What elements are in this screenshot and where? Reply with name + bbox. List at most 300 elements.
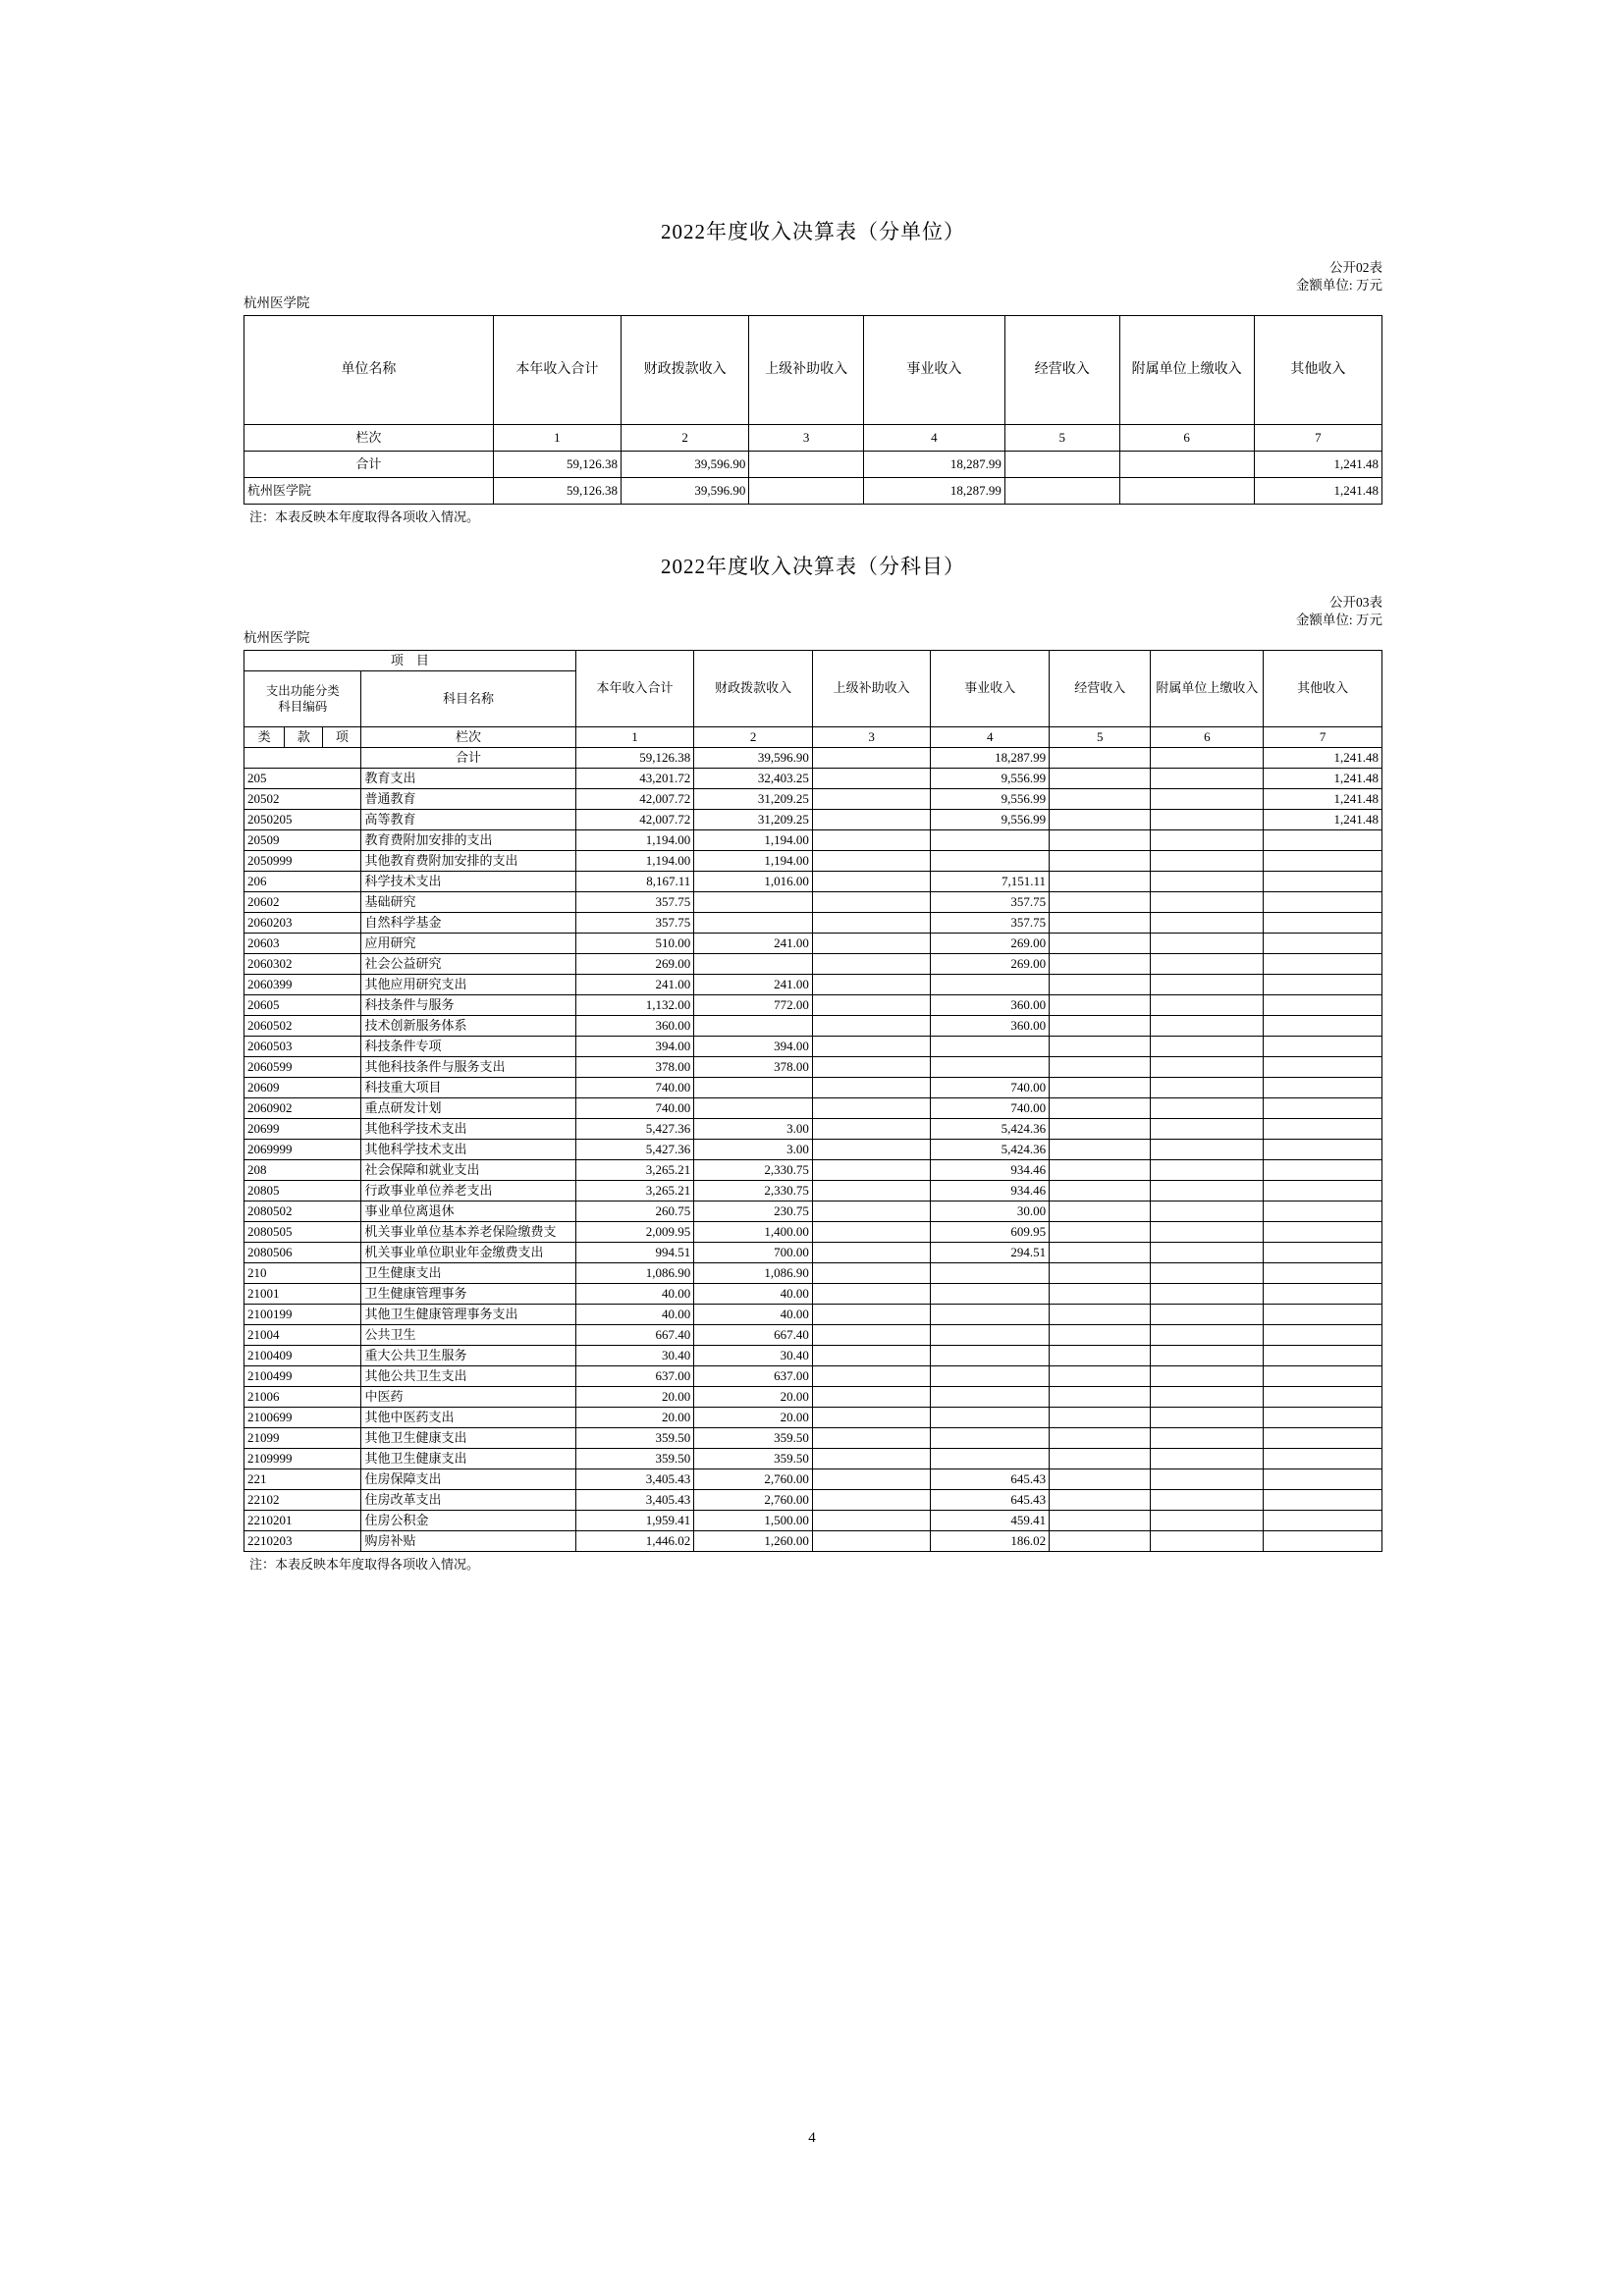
cell-operating: 269.00 <box>931 933 1050 953</box>
cell-subordinate <box>1151 974 1264 994</box>
cell-operating <box>931 1324 1050 1345</box>
cell-subordinate <box>1151 1448 1264 1468</box>
cell-subject-code: 2100499 <box>244 1365 361 1386</box>
cell-business <box>1050 1077 1151 1097</box>
cell-superior <box>812 1201 931 1221</box>
cell-other <box>1264 1407 1382 1427</box>
cell-superior <box>812 1427 931 1448</box>
cell-subject-code: 21001 <box>244 1283 361 1304</box>
cell-total: 42,007.72 <box>575 788 694 809</box>
cell-total: 269.00 <box>575 953 694 974</box>
column-index-7: 7 <box>1254 424 1381 451</box>
header-fiscal-appropriation: 财政拨款收入 <box>622 315 749 424</box>
cell-superior <box>812 1448 931 1468</box>
cell-total: 3,265.21 <box>575 1159 694 1180</box>
table-row <box>244 1365 1382 1386</box>
cell-business <box>1050 994 1151 1015</box>
row-label: 杭州医学院 <box>244 477 494 504</box>
cell-operating <box>931 1427 1050 1448</box>
cell-subordinate <box>1151 1489 1264 1510</box>
cell-total: 40.00 <box>575 1304 694 1324</box>
table-row <box>244 933 1382 953</box>
cell-subject-name: 科技条件专项 <box>361 1036 575 1056</box>
cell-fiscal: 1,400.00 <box>694 1221 813 1242</box>
cell-subordinate <box>1151 1530 1264 1551</box>
cell-other <box>1264 1324 1382 1345</box>
cell-subject-name: 科学技术支出 <box>361 871 575 891</box>
cell-total: 59,126.38 <box>493 451 621 477</box>
cell-other <box>1264 1221 1382 1242</box>
cell-subordinate <box>1151 891 1264 912</box>
cell-other <box>1264 1345 1382 1365</box>
cell-business <box>1050 1427 1151 1448</box>
cell-fiscal: 39,596.90 <box>622 477 749 504</box>
cell-other <box>1264 994 1382 1015</box>
cell-other: 1,241.48 <box>1264 788 1382 809</box>
cell-total: 1,446.02 <box>575 1530 694 1551</box>
cell-subject-code: 2100199 <box>244 1304 361 1324</box>
table-row <box>244 994 1382 1015</box>
cell-operating: 357.75 <box>931 891 1050 912</box>
cell-subject-code: 2060502 <box>244 1015 361 1036</box>
header-total-income: 本年收入合计 <box>575 650 694 726</box>
cell-other <box>1264 1242 1382 1262</box>
cell-total: 357.75 <box>575 891 694 912</box>
cell-subject-name: 卫生健康管理事务 <box>361 1283 575 1304</box>
cell-superior <box>812 850 931 871</box>
cell-superior <box>812 1365 931 1386</box>
cell-fiscal: 20.00 <box>694 1386 813 1407</box>
cell-other <box>1264 1304 1382 1324</box>
cell-subject-name: 中医药 <box>361 1386 575 1407</box>
cell-other <box>1264 1283 1382 1304</box>
cell-total: 510.00 <box>575 933 694 953</box>
cell-operating: 5,424.36 <box>931 1139 1050 1159</box>
header-total-income: 本年收入合计 <box>493 315 621 424</box>
cell-total: 1,086.90 <box>575 1262 694 1283</box>
cell-total: 394.00 <box>575 1036 694 1056</box>
cell-total: 1,132.00 <box>575 994 694 1015</box>
cell-subject-name: 应用研究 <box>361 933 575 953</box>
header-business-income: 经营收入 <box>1050 650 1151 726</box>
table2-body <box>244 747 1382 1551</box>
cell-other <box>1264 871 1382 891</box>
cell-subject-code: 2050205 <box>244 809 361 829</box>
cell-subordinate <box>1151 1324 1264 1345</box>
cell-total: 378.00 <box>575 1056 694 1077</box>
table-row <box>244 451 1382 477</box>
cell-subject-name: 其他教育费附加安排的支出 <box>361 850 575 871</box>
cell-subject-name: 教育支出 <box>361 768 575 788</box>
cell-subordinate <box>1151 1221 1264 1242</box>
cell-other <box>1264 974 1382 994</box>
cell-fiscal: 378.00 <box>694 1056 813 1077</box>
table-row <box>244 809 1382 829</box>
cell-subordinate <box>1151 1468 1264 1489</box>
cell-subject-name: 科技条件与服务 <box>361 994 575 1015</box>
cell-business <box>1050 1304 1151 1324</box>
cell-superior <box>812 1407 931 1427</box>
cell-subordinate <box>1151 912 1264 933</box>
cell-other <box>1264 829 1382 850</box>
cell-business <box>1050 871 1151 891</box>
table-row <box>244 788 1382 809</box>
cell-superior <box>812 1345 931 1365</box>
cell-fiscal: 1,194.00 <box>694 850 813 871</box>
cell-subject-code: 2060599 <box>244 1056 361 1077</box>
income-by-unit-table <box>244 315 1382 505</box>
cell-fiscal: 667.40 <box>694 1324 813 1345</box>
cell-other <box>1264 912 1382 933</box>
cell-subject-code: 2080506 <box>244 1242 361 1262</box>
cell-business <box>1050 1365 1151 1386</box>
cell-business <box>1050 809 1151 829</box>
header-unit-name: 单位名称 <box>244 315 494 424</box>
table-row <box>244 1304 1382 1324</box>
column-index-5: 5 <box>1004 424 1119 451</box>
cell-business <box>1050 1324 1151 1345</box>
cell-fiscal: 1,016.00 <box>694 871 813 891</box>
cell-business <box>1050 1283 1151 1304</box>
table-row <box>244 1201 1382 1221</box>
cell-subordinate <box>1151 1427 1264 1448</box>
cell-subject-name: 住房保障支出 <box>361 1468 575 1489</box>
cell-other <box>1264 1468 1382 1489</box>
cell-operating: 9,556.99 <box>931 768 1050 788</box>
header-item: 项 <box>323 726 361 747</box>
cell-other <box>1264 1180 1382 1201</box>
table-row <box>244 1077 1382 1097</box>
cell-operating: 740.00 <box>931 1097 1050 1118</box>
table-row <box>244 871 1382 891</box>
cell-business <box>1050 1345 1151 1365</box>
cell-fiscal: 2,330.75 <box>694 1159 813 1180</box>
cell-subject-name: 普通教育 <box>361 788 575 809</box>
table-row <box>244 850 1382 871</box>
cell-operating <box>931 1304 1050 1324</box>
cell-fiscal: 772.00 <box>694 994 813 1015</box>
cell-superior <box>812 1097 931 1118</box>
cell-subordinate <box>1151 1056 1264 1077</box>
cell-other <box>1264 1015 1382 1036</box>
cell-subject-code: 21006 <box>244 1386 361 1407</box>
cell-subject-name: 住房公积金 <box>361 1510 575 1530</box>
column-index-4: 4 <box>863 424 1004 451</box>
cell-subject-name: 其他公共卫生支出 <box>361 1365 575 1386</box>
cell-subject-code: 2080502 <box>244 1201 361 1221</box>
cell-business <box>1050 953 1151 974</box>
table-row <box>244 1283 1382 1304</box>
cell-subject-name: 其他卫生健康管理事务支出 <box>361 1304 575 1324</box>
cell-fiscal: 1,086.90 <box>694 1262 813 1283</box>
cell-subject-code: 2060902 <box>244 1097 361 1118</box>
cell-total: 1,959.41 <box>575 1510 694 1530</box>
cell-operating: 934.46 <box>931 1180 1050 1201</box>
cell-subordinate <box>1151 1407 1264 1427</box>
cell-operating <box>931 1283 1050 1304</box>
cell-total: 20.00 <box>575 1407 694 1427</box>
cell-subject-name: 技术创新服务体系 <box>361 1015 575 1036</box>
table-row <box>244 1015 1382 1036</box>
cell-fiscal: 2,760.00 <box>694 1489 813 1510</box>
column-index-6: 6 <box>1119 424 1254 451</box>
cell-business <box>1050 1242 1151 1262</box>
cell-superior <box>812 1139 931 1159</box>
cell-other <box>1264 1139 1382 1159</box>
cell-total: 40.00 <box>575 1283 694 1304</box>
cell-operating <box>931 1056 1050 1077</box>
cell-total: 43,201.72 <box>575 768 694 788</box>
cell-total: 59,126.38 <box>493 477 621 504</box>
cell-operating: 609.95 <box>931 1221 1050 1242</box>
cell-subject-code: 21099 <box>244 1427 361 1448</box>
cell-total: 667.40 <box>575 1324 694 1345</box>
table-header-row <box>244 315 1382 424</box>
column-index-2: 2 <box>694 726 813 747</box>
cell-operating <box>931 1036 1050 1056</box>
cell-operating: 18,287.99 <box>863 451 1004 477</box>
header-superior-subsidy: 上级补助收入 <box>749 315 864 424</box>
table-row <box>244 1262 1382 1283</box>
cell-other <box>1264 933 1382 953</box>
cell-superior <box>812 768 931 788</box>
cell-business <box>1050 1262 1151 1283</box>
cell-subordinate <box>1151 747 1264 768</box>
cell-business <box>1050 1468 1151 1489</box>
cell-operating: 7,151.11 <box>931 871 1050 891</box>
cell-operating <box>931 1345 1050 1365</box>
column-index-3: 3 <box>812 726 931 747</box>
cell-subordinate <box>1151 1242 1264 1262</box>
group-header-project: 项 目 <box>244 650 576 670</box>
cell-subject-name: 其他中医药支出 <box>361 1407 575 1427</box>
cell-fiscal: 1,194.00 <box>694 829 813 850</box>
table-row <box>244 1036 1382 1056</box>
cell-fiscal: 359.50 <box>694 1448 813 1468</box>
cell-fiscal: 1,260.00 <box>694 1530 813 1551</box>
table-row <box>244 891 1382 912</box>
cell-subject-code: 210 <box>244 1262 361 1283</box>
cell-fiscal: 39,596.90 <box>694 747 813 768</box>
cell-total: 637.00 <box>575 1365 694 1386</box>
cell-fiscal: 700.00 <box>694 1242 813 1262</box>
cell-business <box>1004 477 1119 504</box>
cell-subject-code: 2050999 <box>244 850 361 871</box>
cell-subordinate <box>1151 788 1264 809</box>
cell-superior <box>812 1242 931 1262</box>
column-index-2: 2 <box>622 424 749 451</box>
cell-total: 8,167.11 <box>575 871 694 891</box>
cell-other <box>1264 1365 1382 1386</box>
table-row <box>244 1530 1382 1551</box>
cell-subordinate <box>1151 1283 1264 1304</box>
cell-business <box>1050 1407 1151 1427</box>
cell-other <box>1264 1489 1382 1510</box>
cell-fiscal: 31,209.25 <box>694 788 813 809</box>
cell-subject-name: 事业单位离退休 <box>361 1201 575 1221</box>
cell-fiscal <box>694 891 813 912</box>
cell-operating: 294.51 <box>931 1242 1050 1262</box>
cell-other <box>1264 953 1382 974</box>
cell-business <box>1050 1510 1151 1530</box>
table-row <box>244 1097 1382 1118</box>
cell-superior <box>812 1386 931 1407</box>
cell-subject-code: 2060302 <box>244 953 361 974</box>
cell-subordinate <box>1151 871 1264 891</box>
column-index-3: 3 <box>749 424 864 451</box>
table-row <box>244 829 1382 850</box>
cell-fiscal <box>694 1097 813 1118</box>
cell-total: 241.00 <box>575 974 694 994</box>
cell-operating <box>931 974 1050 994</box>
cell-fiscal: 31,209.25 <box>694 809 813 829</box>
cell-subordinate <box>1119 477 1254 504</box>
page-number: 4 <box>808 2130 816 2146</box>
header-operating-revenue: 事业收入 <box>863 315 1004 424</box>
table-row <box>244 1468 1382 1489</box>
cell-superior <box>812 994 931 1015</box>
cell-total: 42,007.72 <box>575 809 694 829</box>
cell-subject-code: 2060503 <box>244 1036 361 1056</box>
table-row <box>244 768 1382 788</box>
cell-superior <box>812 1056 931 1077</box>
cell-fiscal <box>694 912 813 933</box>
cell-other <box>1264 1159 1382 1180</box>
cell-fiscal: 3.00 <box>694 1118 813 1139</box>
cell-subject-name: 卫生健康支出 <box>361 1262 575 1283</box>
cell-operating: 269.00 <box>931 953 1050 974</box>
cell-subordinate <box>1151 1139 1264 1159</box>
cell-subject-code: 20602 <box>244 891 361 912</box>
cell-fiscal: 30.40 <box>694 1345 813 1365</box>
column-index-7: 7 <box>1264 726 1382 747</box>
header-other-income: 其他收入 <box>1254 315 1381 424</box>
cell-other: 1,241.48 <box>1264 768 1382 788</box>
cell-subordinate <box>1151 1304 1264 1324</box>
cell-total: 994.51 <box>575 1242 694 1262</box>
cell-subject-name: 住房改革支出 <box>361 1489 575 1510</box>
cell-fiscal <box>694 1015 813 1036</box>
cell-subject-name: 其他科学技术支出 <box>361 1118 575 1139</box>
cell-subject-code: 2210203 <box>244 1530 361 1551</box>
cell-subject-code: 21004 <box>244 1324 361 1345</box>
cell-subject-code: 2210201 <box>244 1510 361 1530</box>
cell-fiscal: 1,500.00 <box>694 1510 813 1530</box>
cell-other <box>1264 1530 1382 1551</box>
table1-org-name: 杭州医学院 <box>244 295 310 311</box>
cell-other <box>1264 1510 1382 1530</box>
cell-subject-code: 2060399 <box>244 974 361 994</box>
row-label: 合计 <box>244 451 494 477</box>
cell-operating: 9,556.99 <box>931 788 1050 809</box>
cell-fiscal: 40.00 <box>694 1283 813 1304</box>
cell-other <box>1264 1118 1382 1139</box>
cell-subordinate <box>1119 451 1254 477</box>
cell-total: 360.00 <box>575 1015 694 1036</box>
cell-business <box>1050 1139 1151 1159</box>
cell-operating: 30.00 <box>931 1201 1050 1221</box>
cell-subject-code: 20509 <box>244 829 361 850</box>
cell-superior <box>812 912 931 933</box>
cell-superior <box>812 933 931 953</box>
cell-subject-code: 20699 <box>244 1118 361 1139</box>
table2-org-name: 杭州医学院 <box>244 630 310 646</box>
cell-total: 59,126.38 <box>575 747 694 768</box>
cell-operating <box>931 1386 1050 1407</box>
cell-total: 1,194.00 <box>575 829 694 850</box>
table-row <box>244 1448 1382 1468</box>
cell-business <box>1050 912 1151 933</box>
table-row <box>244 1427 1382 1448</box>
cell-superior <box>812 1221 931 1242</box>
cell-superior <box>812 1118 931 1139</box>
cell-fiscal: 637.00 <box>694 1365 813 1386</box>
cell-fiscal: 230.75 <box>694 1201 813 1221</box>
cell-other <box>1264 1056 1382 1077</box>
cell-superior <box>749 451 864 477</box>
cell-business <box>1050 891 1151 912</box>
header-business-income: 经营收入 <box>1004 315 1119 424</box>
cell-subject-code: 2100409 <box>244 1345 361 1365</box>
cell-subject-name: 其他应用研究支出 <box>361 974 575 994</box>
cell-superior <box>812 1324 931 1345</box>
cell-operating <box>931 829 1050 850</box>
cell-operating: 5,424.36 <box>931 1118 1050 1139</box>
cell-total: 3,265.21 <box>575 1180 694 1201</box>
cell-superior <box>812 871 931 891</box>
cell-subject-name: 其他科技条件与服务支出 <box>361 1056 575 1077</box>
header-subordinate-remittance: 附属单位上缴收入 <box>1151 650 1264 726</box>
page-content <box>244 216 1382 1590</box>
cell-subordinate <box>1151 1510 1264 1530</box>
cell-subject-name: 重点研发计划 <box>361 1097 575 1118</box>
cell-business <box>1050 829 1151 850</box>
cell-operating <box>931 1365 1050 1386</box>
cell-operating: 9,556.99 <box>931 809 1050 829</box>
cell-subject-name: 行政事业单位养老支出 <box>361 1180 575 1201</box>
cell-total: 2,009.95 <box>575 1221 694 1242</box>
cell-subordinate <box>1151 1262 1264 1283</box>
column-index-6: 6 <box>1151 726 1264 747</box>
table-row <box>244 912 1382 933</box>
cell-total: 5,427.36 <box>575 1139 694 1159</box>
cell-subject-code: 20502 <box>244 788 361 809</box>
table-row <box>244 747 1382 768</box>
cell-other <box>1264 850 1382 871</box>
cell-subject-code: 2080505 <box>244 1221 361 1242</box>
header-function-code: 支出功能分类 科目编码 <box>244 670 361 726</box>
cell-subject-code <box>244 747 361 768</box>
cell-operating: 18,287.99 <box>931 747 1050 768</box>
cell-subject-code: 20805 <box>244 1180 361 1201</box>
cell-business <box>1050 1097 1151 1118</box>
cell-other: 1,241.48 <box>1254 477 1381 504</box>
cell-business <box>1050 788 1151 809</box>
column-index-label: 栏次 <box>361 726 575 747</box>
cell-other <box>1264 1427 1382 1448</box>
cell-subject-name: 教育费附加安排的支出 <box>361 829 575 850</box>
cell-subject-code: 22102 <box>244 1489 361 1510</box>
cell-superior <box>812 747 931 768</box>
cell-subordinate <box>1151 953 1264 974</box>
table-row <box>244 1407 1382 1427</box>
table1-footnote: 注：本表反映本年度取得各项收入情况。 <box>249 508 480 524</box>
cell-fiscal: 3.00 <box>694 1139 813 1159</box>
cell-other: 1,241.48 <box>1264 809 1382 829</box>
cell-business <box>1050 1159 1151 1180</box>
table2-form-meta <box>244 594 1382 629</box>
table1-form-meta <box>244 259 1382 294</box>
